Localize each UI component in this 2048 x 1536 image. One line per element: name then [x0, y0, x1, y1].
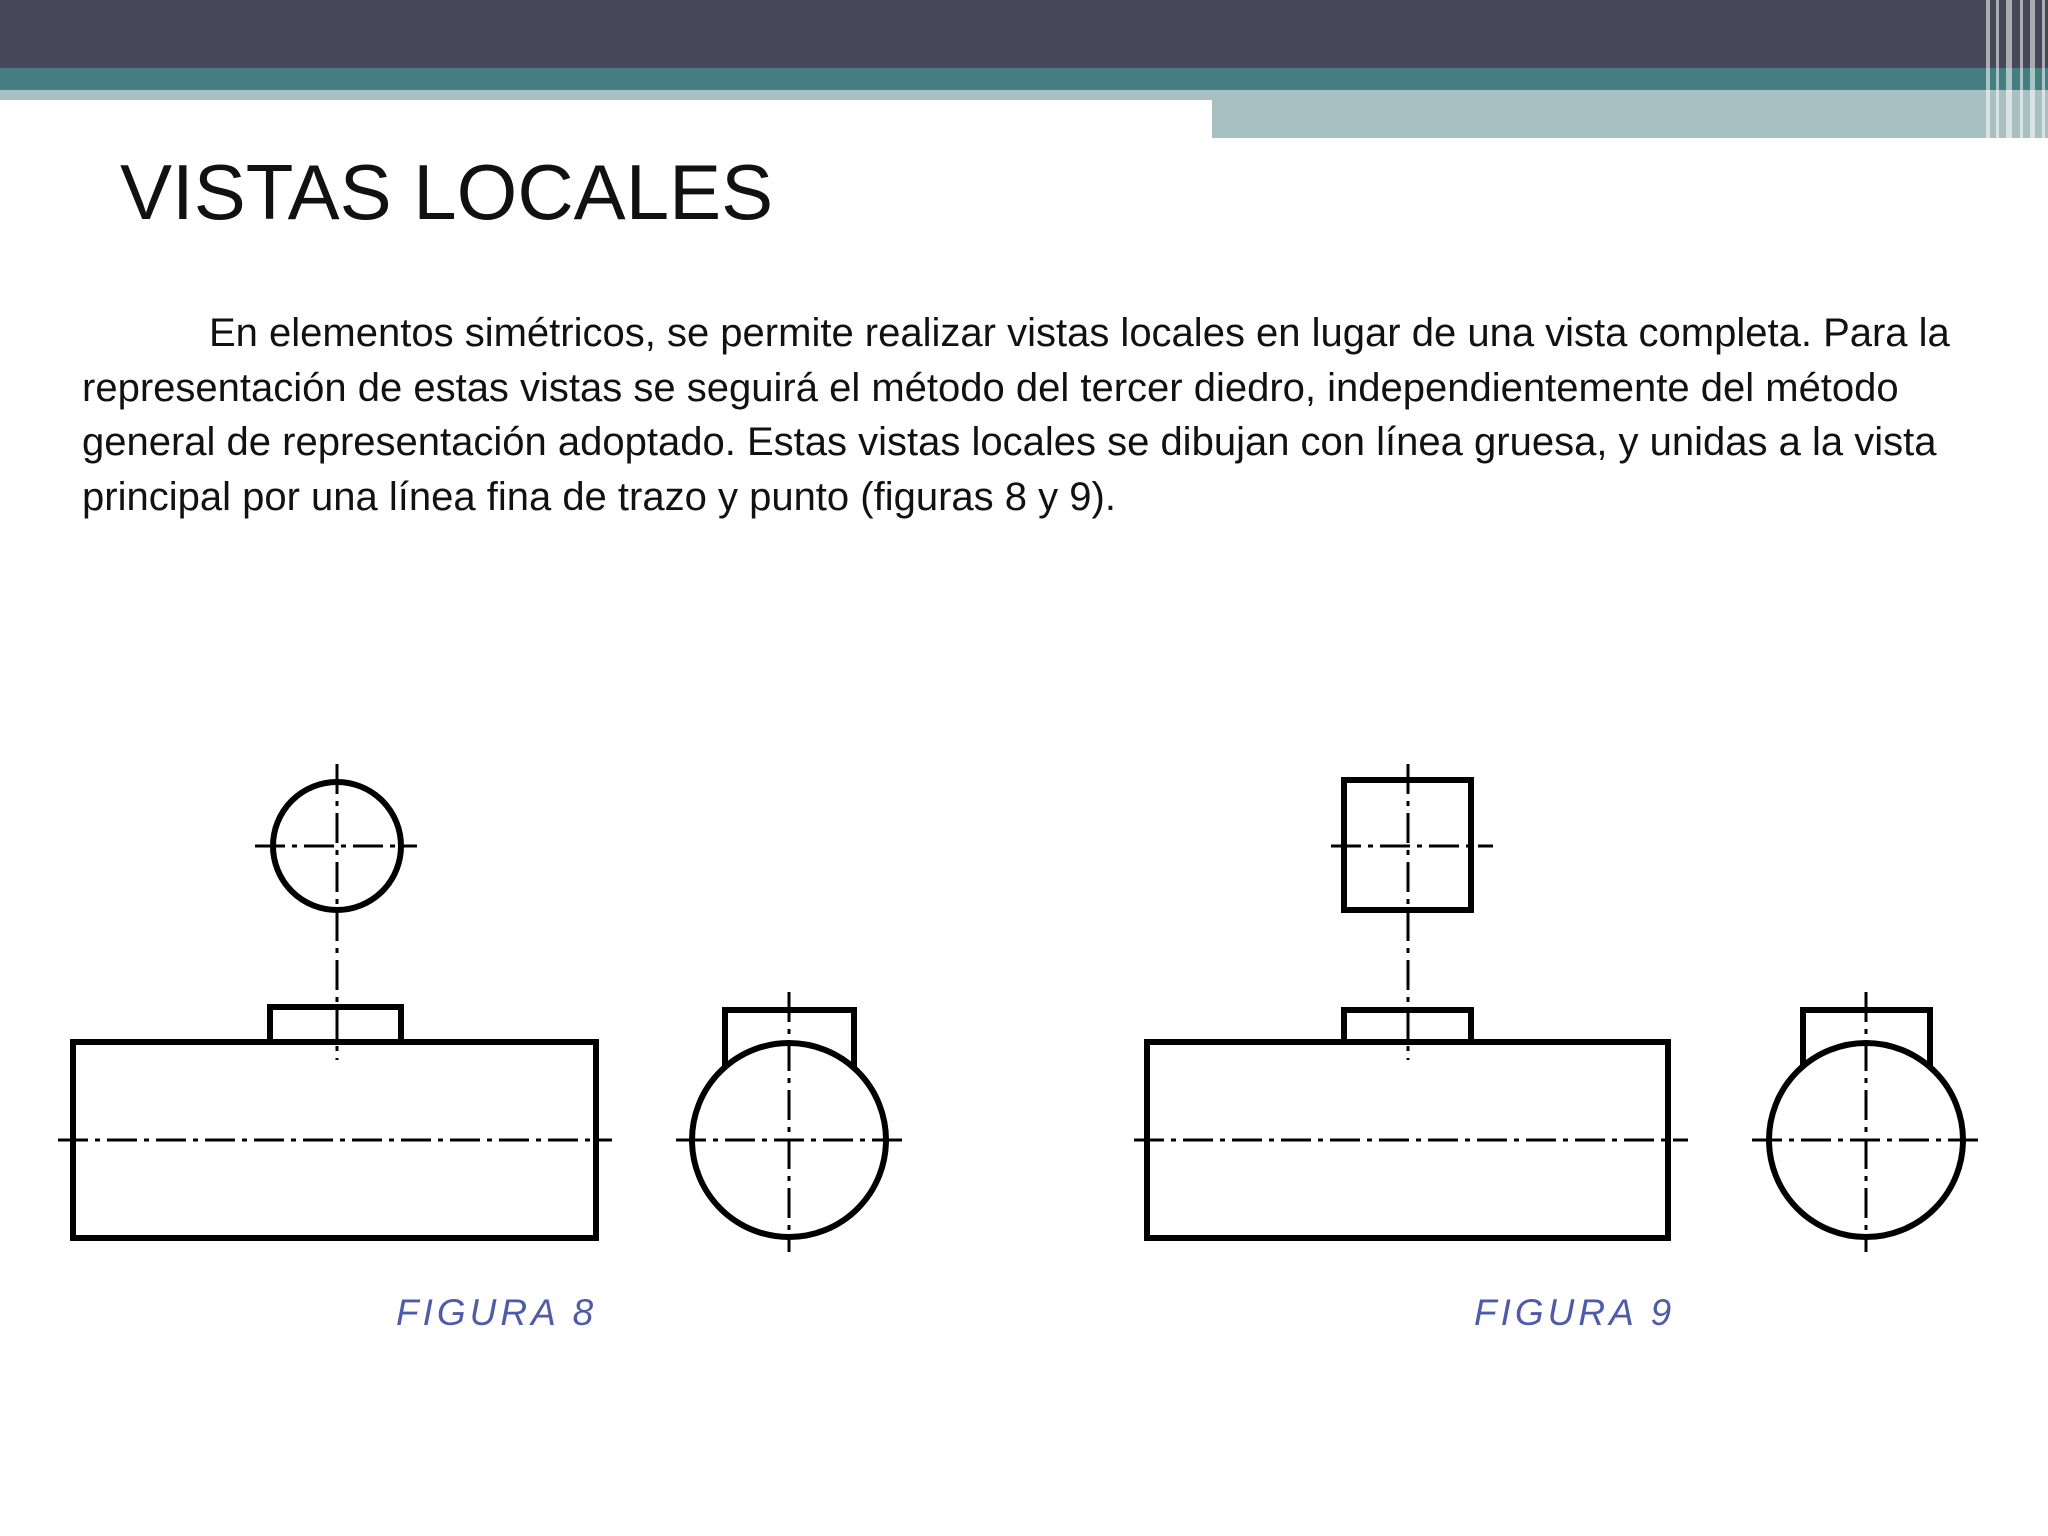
header-bar-dark [0, 0, 2048, 68]
slide-body-text: En elementos simétricos, se permite realizar vistas locales en lugar de una vista completa. Para la representación de estas vistas se seguirá el método del tercer diedro, independientemente del método general de representación adoptado. Estas vistas locales se dibujan con línea gruesa, y unidas a la vista principal por una línea fina de trazo y punto (figuras 8 y 9). [82, 311, 1950, 519]
figure-8-caption: FIGURA 8 [396, 1292, 598, 1333]
slide-title: VISTAS LOCALES [120, 148, 774, 236]
header-bar-teal [0, 68, 2048, 90]
figure-9-caption: FIGURA 9 [1474, 1292, 1676, 1333]
header-stripes-decoration [1980, 0, 2048, 140]
figure-9-drawing [1126, 760, 1996, 1260]
header-bar-light-right [1212, 90, 2048, 138]
header-bar-light-left [0, 90, 1212, 100]
figure-8-drawing [50, 760, 920, 1260]
